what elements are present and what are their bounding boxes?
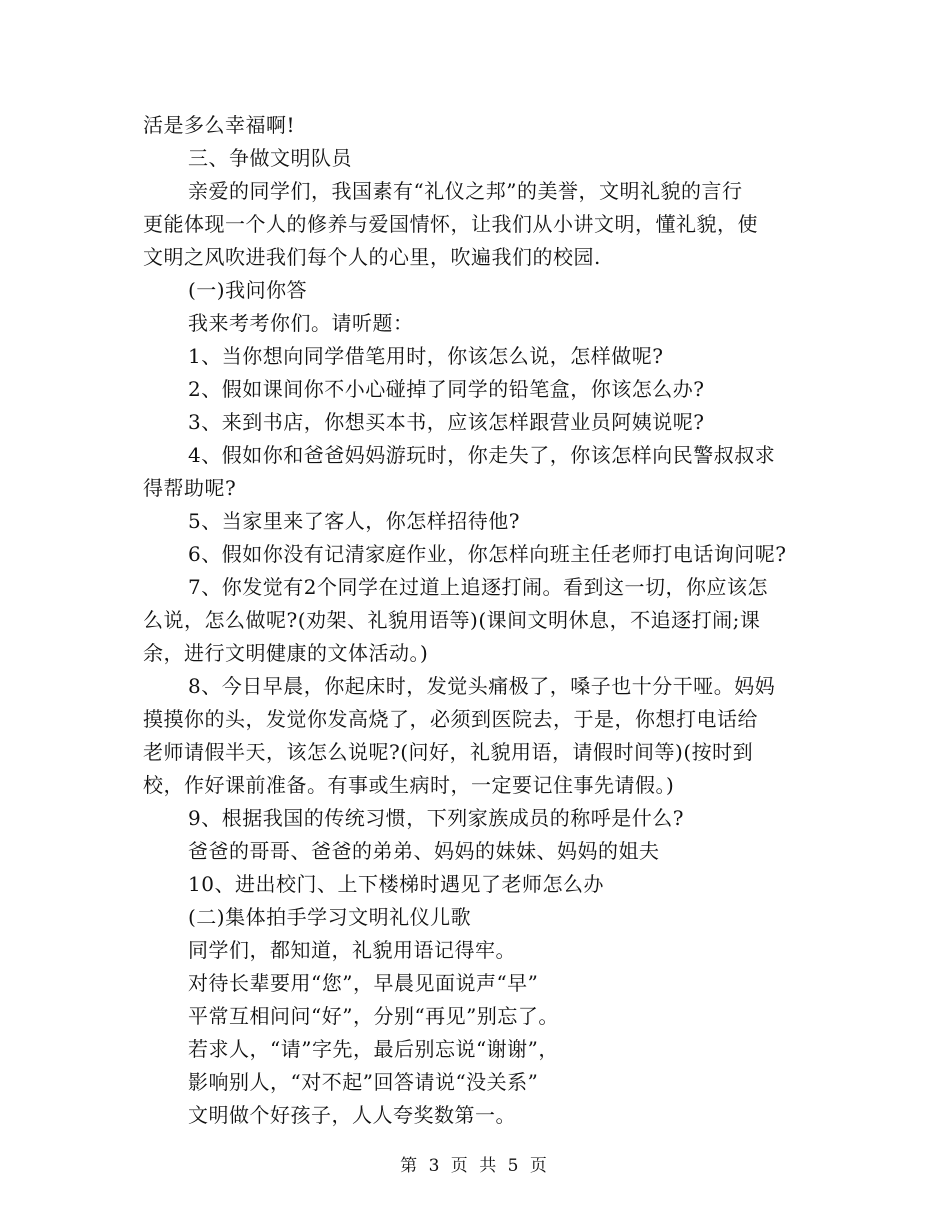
- text-line: 爸爸的哥哥、爸爸的弟弟、妈妈的妹妹、妈妈的姐夫: [188, 839, 660, 863]
- question-item: 9、根据我国的传统习惯，下列家族成员的称呼是什么?: [188, 806, 684, 830]
- text-line: 文明之风吹进我们每个人的心里，吹遍我们的校园.: [143, 245, 601, 269]
- text-line: 亲爱的同学们，我国素有“礼仪之邦”的美誉，文明礼貌的言行: [188, 179, 743, 203]
- question-item: 4、假如你和爸爸妈妈游玩时，你走失了，你该怎样向民警叔叔求: [188, 443, 776, 467]
- text-line: 余，进行文明健康的文体活动。): [143, 641, 429, 665]
- page-footer: 第 3 页 共 5 页: [400, 1156, 550, 1176]
- question-item: 3、来到书店，你想买本书，应该怎样跟营业员阿姨说呢?: [188, 410, 705, 434]
- text-line: 么说，怎么做呢?(劝架、礼貌用语等)(课间文明休息，不追逐打闹;课: [143, 608, 761, 632]
- question-item: 10、进出校门、上下楼梯时遇见了老师怎么办: [188, 872, 604, 896]
- poem-line: 平常互相问问“好”，分别“再见”别忘了。: [188, 1004, 559, 1028]
- text-line: 得帮助呢?: [143, 476, 237, 500]
- text-line: 活是多么幸福啊!: [143, 113, 296, 137]
- subsection-heading: (二)集体拍手学习文明礼仪儿歌: [188, 905, 472, 929]
- question-item: 6、假如你没有记清家庭作业，你怎样向班主任老师打电话询问呢?: [188, 542, 787, 566]
- text-line: 更能体现一个人的修养与爱国情怀，让我们从小讲文明，懂礼貌，使: [143, 212, 758, 236]
- text-line: 我来考考你们。请听题：: [188, 311, 414, 335]
- question-item: 8、今日早晨，你起床时，发觉头痛极了，嗓子也十分干哑。妈妈: [188, 674, 776, 698]
- poem-line: 对待长辈要用“您”，早晨见面说声“早”: [188, 971, 539, 995]
- question-item: 5、当家里来了客人，你怎样招待他?: [188, 509, 520, 533]
- question-item: 2、假如课间你不小心碰掉了同学的铅笔盒，你该怎么办?: [188, 377, 705, 401]
- question-item: 1、当你想向同学借笔用时，你该怎么说，怎样做呢?: [188, 344, 664, 368]
- poem-line: 影响别人，“对不起”回答请说“没关系”: [188, 1070, 539, 1094]
- poem-line: 若求人，“请”字先，最后别忘说“谢谢”，: [188, 1037, 559, 1061]
- subsection-heading: (一)我问你答: [188, 278, 308, 302]
- text-line: 老师请假半天，该怎么说呢?(问好，礼貌用语，请假时间等)(按时到: [143, 740, 754, 764]
- text-line: 摸摸你的头，发觉你发高烧了，必须到医院去，于是，你想打电话给: [143, 707, 758, 731]
- poem-line: 同学们，都知道，礼貌用语记得牢。: [188, 938, 516, 962]
- text-line: 校，作好课前准备。有事或生病时，一定要记住事先请假。): [143, 773, 675, 797]
- question-item: 7、你发觉有2个同学在过道上追逐打闹。看到这一切，你应该怎: [188, 575, 768, 599]
- poem-line: 文明做个好孩子，人人夸奖数第一。: [188, 1103, 516, 1127]
- section-heading: 三、争做文明队员: [188, 146, 352, 170]
